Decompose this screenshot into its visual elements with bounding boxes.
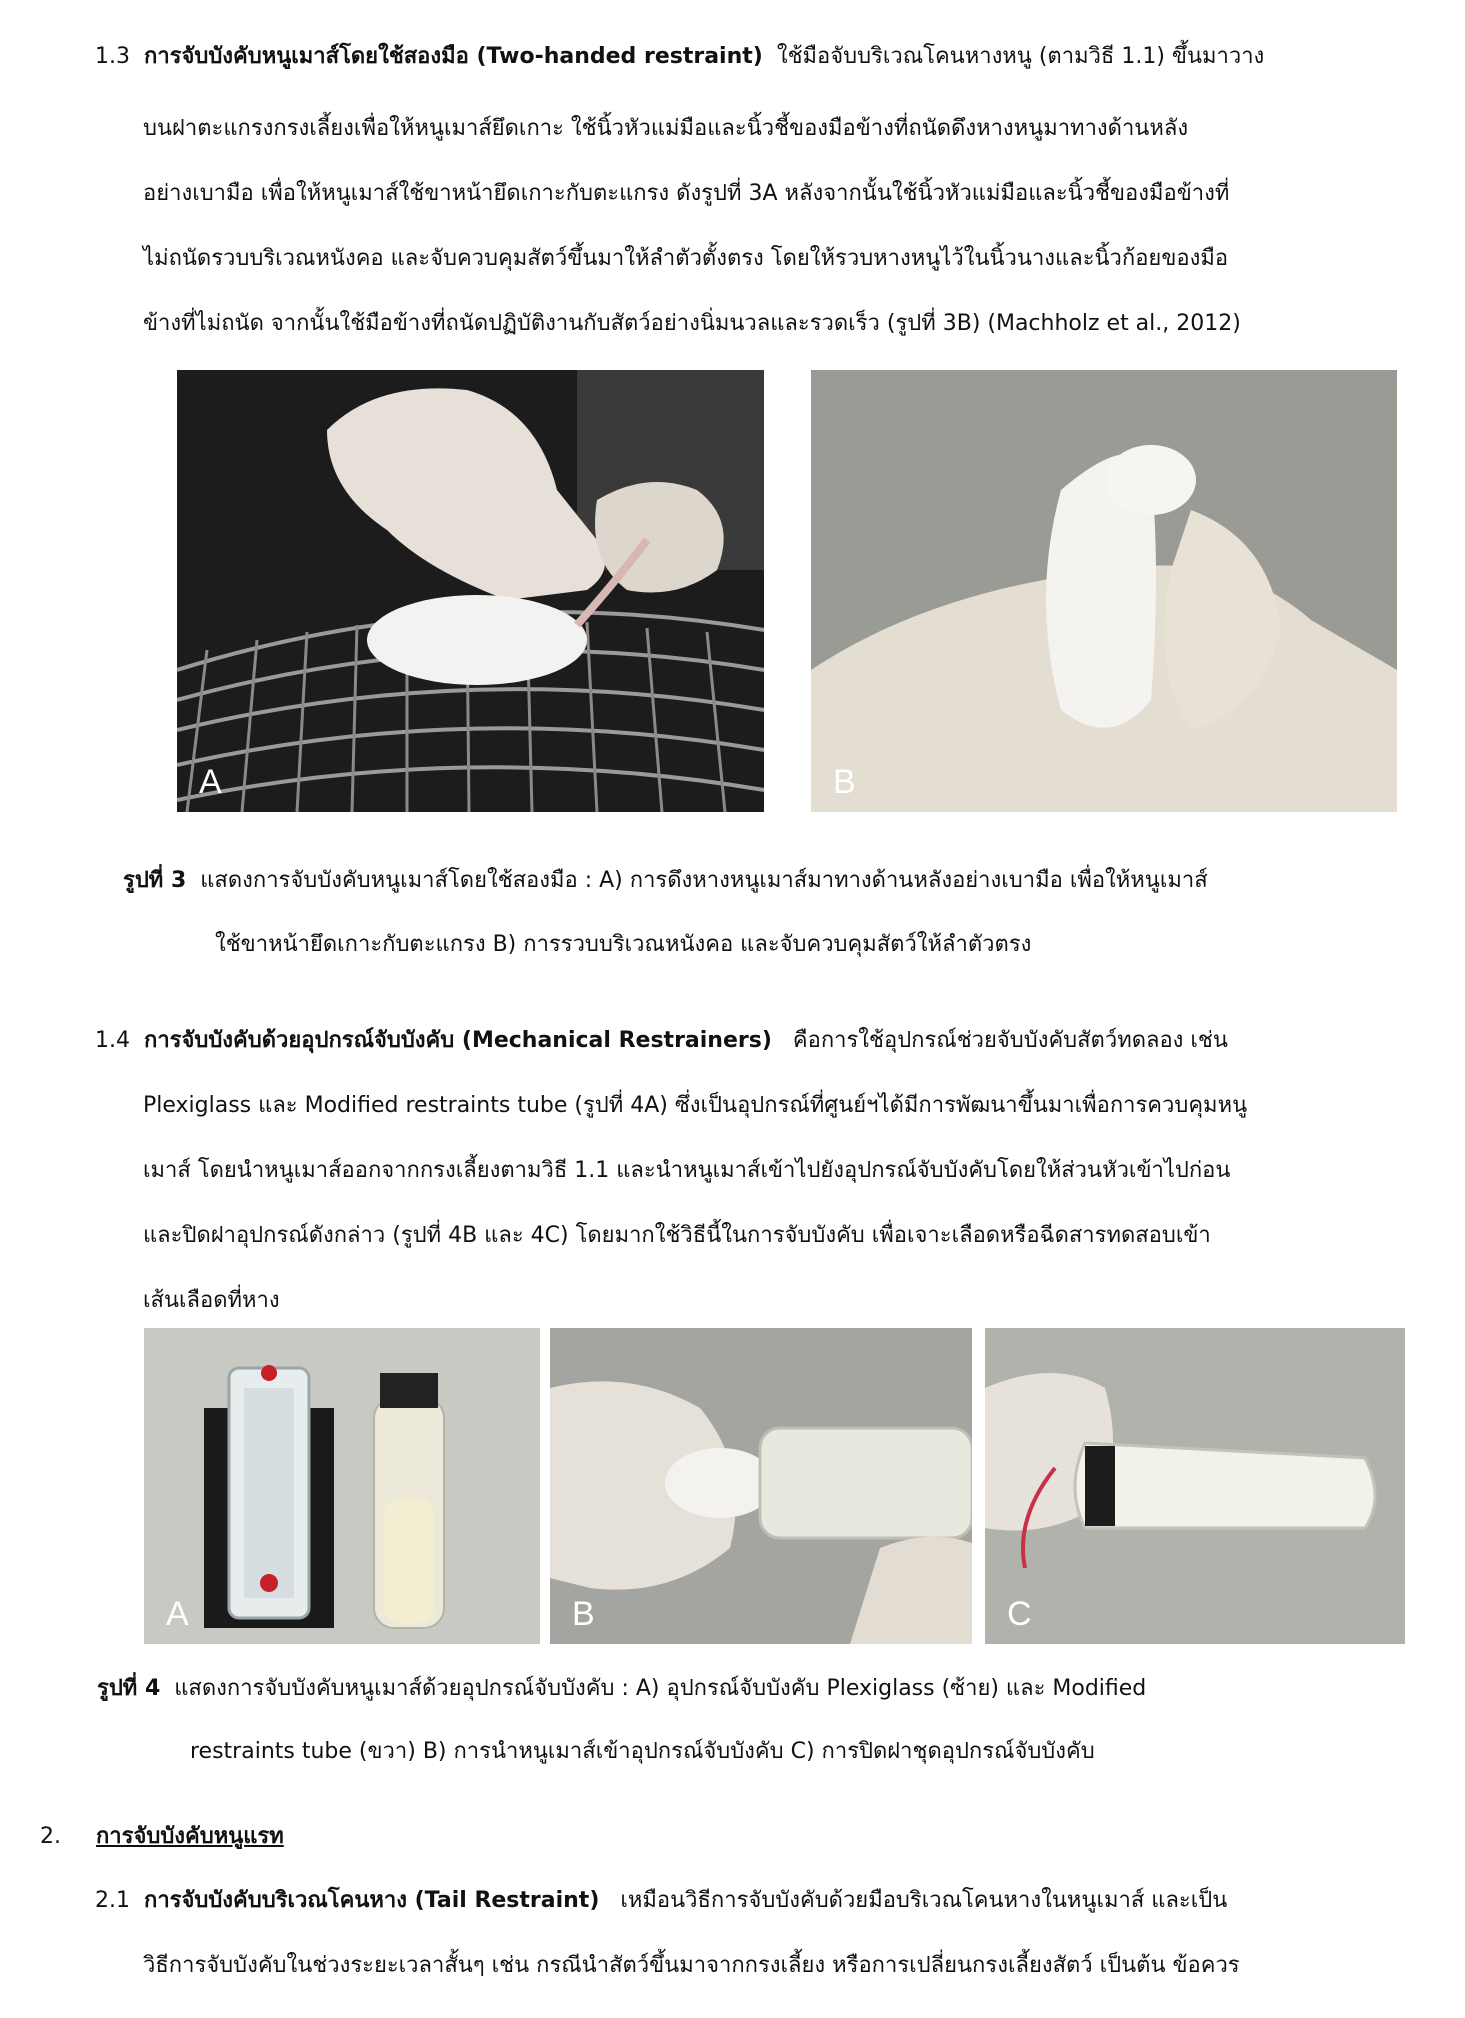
section-1-4-line-1 [95,1022,1228,1057]
body-line: วิธีการจับบังคับในช่วงระยะเวลาสั้นๆ เช่น กรณีนำสัตว์ขึ้นมาจากกรงเลี้ยง หรือการเปลี่ยนกรงเลี้ยงสัตว์ เป็นต้น ข้อควร [143,1953,1240,1978]
body-line: เส้นเลือดที่หาง [143,1288,280,1313]
caption-label: รูปที่ 4 [97,1676,161,1701]
body-line: ข้างที่ไม่ถนัด จากนั้นใช้มือข้างที่ถนัดปฏิบัติงานกับสัตว์อย่างนิ่มนวลและรวดเร็ว (รูปที่ 3B) (Machholz et al., 2012) [143,311,1241,336]
section-number: 2.1 [95,1888,130,1913]
figure-3-caption-line-2: ใช้ขาหน้ายึดเกาะกับตะแกรง B) การรวบบริเวณหนังคอ และจับควบคุมสัตว์ให้ลำตัวตรง [215,932,1032,957]
photo-label: B [833,763,856,801]
figure-3a-photo [177,370,764,812]
body-text: ใช้มือจับบริเวณโคนหางหนู (ตามวิธี 1.1) ขึ้นมาวาง [776,44,1265,69]
figure-3b-photo [811,370,1397,812]
photo-label: A [166,1595,189,1633]
section-1-3-line-1 [95,38,1264,73]
photo-label: C [1007,1595,1032,1633]
figure-3-caption-line-1 [123,862,1208,897]
figure-4a-photo [144,1328,540,1644]
photo-label: A [199,763,222,801]
body-line: เมาส์ โดยนำหนูเมาส์ออกจากกรงเลี้ยงตามวิธี 1.1 และนำหนูเมาส์เข้าไปยังอุปกรณ์จับบังคับโดยให้ส่วนหัวเข้าไปก่อน [143,1158,1231,1183]
section-heading: การจับบังคับบริเวณโคนหาง (Tail Restraint) [144,1888,600,1913]
body-line: Plexiglass และ Modified restraints tube (รูปที่ 4A) ซึ่งเป็นอุปกรณ์ที่ศูนย์ฯได้มีการพัฒนาขึ้นมาเพื่อการควบคุมหนู [143,1093,1248,1118]
figure-4-caption-line-2: restraints tube (ขวา) B) การนำหนูเมาส์เข้าอุปกรณ์จับบังคับ C) การปิดฝาชุดอุปกรณ์จับบังคับ [190,1739,1095,1764]
body-line: และปิดฝาอุปกรณ์ดังกล่าว (รูปที่ 4B และ 4C) โดยมากใช้วิธีนี้ในการจับบังคับ เพื่อเจาะเลือดหรือฉีดสารทดสอบเข้า [143,1223,1211,1248]
caption-label: รูปที่ 3 [123,868,187,893]
section-number: 2. [40,1824,61,1849]
section-2-heading [40,1818,284,1853]
photo-label: B [572,1595,595,1633]
body-text: เหมือนวิธีการจับบังคับด้วยมือบริเวณโคนหางในหนูเมาส์ และเป็น [620,1888,1228,1913]
section-number: 1.3 [95,44,130,69]
body-line: อย่างเบามือ เพื่อให้หนูเมาส์ใช้ขาหน้ายึดเกาะกับตะแกรง ดังรูปที่ 3A หลังจากนั้นใช้นิ้วหัวแม่มือและนิ้วชี้ของมือข้างที่ [143,181,1230,206]
body-text: คือการใช้อุปกรณ์ช่วยจับบังคับสัตว์ทดลอง เช่น [792,1028,1228,1053]
section-heading: การจับบังคับด้วยอุปกรณ์จับบังคับ (Mechanical Restrainers) [144,1028,772,1053]
section-2-1-line-1 [95,1882,1227,1917]
caption-text: แสดงการจับบังคับหนูเมาส์โดยใช้สองมือ : A) การดึงหางหนูเมาส์มาทางด้านหลังอย่างเบามือ เพื่อให้หนูเมาส์ [200,868,1208,893]
figure-4-caption-line-1 [97,1670,1146,1705]
caption-text: แสดงการจับบังคับหนูเมาส์ด้วยอุปกรณ์จับบังคับ : A) อุปกรณ์จับบังคับ Plexiglass (ซ้าย) และ Modified [174,1676,1147,1701]
figure-4c-photo [985,1328,1405,1644]
body-line: บนฝาตะแกรงกรงเลี้ยงเพื่อให้หนูเมาส์ยึดเกาะ ใช้นิ้วหัวแม่มือและนิ้วชี้ของมือข้างที่ถนัดดึงหางหนูมาทางด้านหลัง [143,116,1189,141]
body-line: ไม่ถนัดรวบบริเวณหนังคอ และจับควบคุมสัตว์ขึ้นมาให้ลำตัวตั้งตรง โดยให้รวบหางหนูไว้ในนิ้วนางและนิ้วก้อยของมือ [143,246,1229,271]
section-heading: การจับบังคับหนูเมาส์โดยใช้สองมือ (Two-handed restraint) [144,44,763,69]
section-heading: การจับบังคับหนูแรท [95,1824,284,1849]
section-number: 1.4 [95,1028,130,1053]
figure-4b-photo [550,1328,972,1644]
